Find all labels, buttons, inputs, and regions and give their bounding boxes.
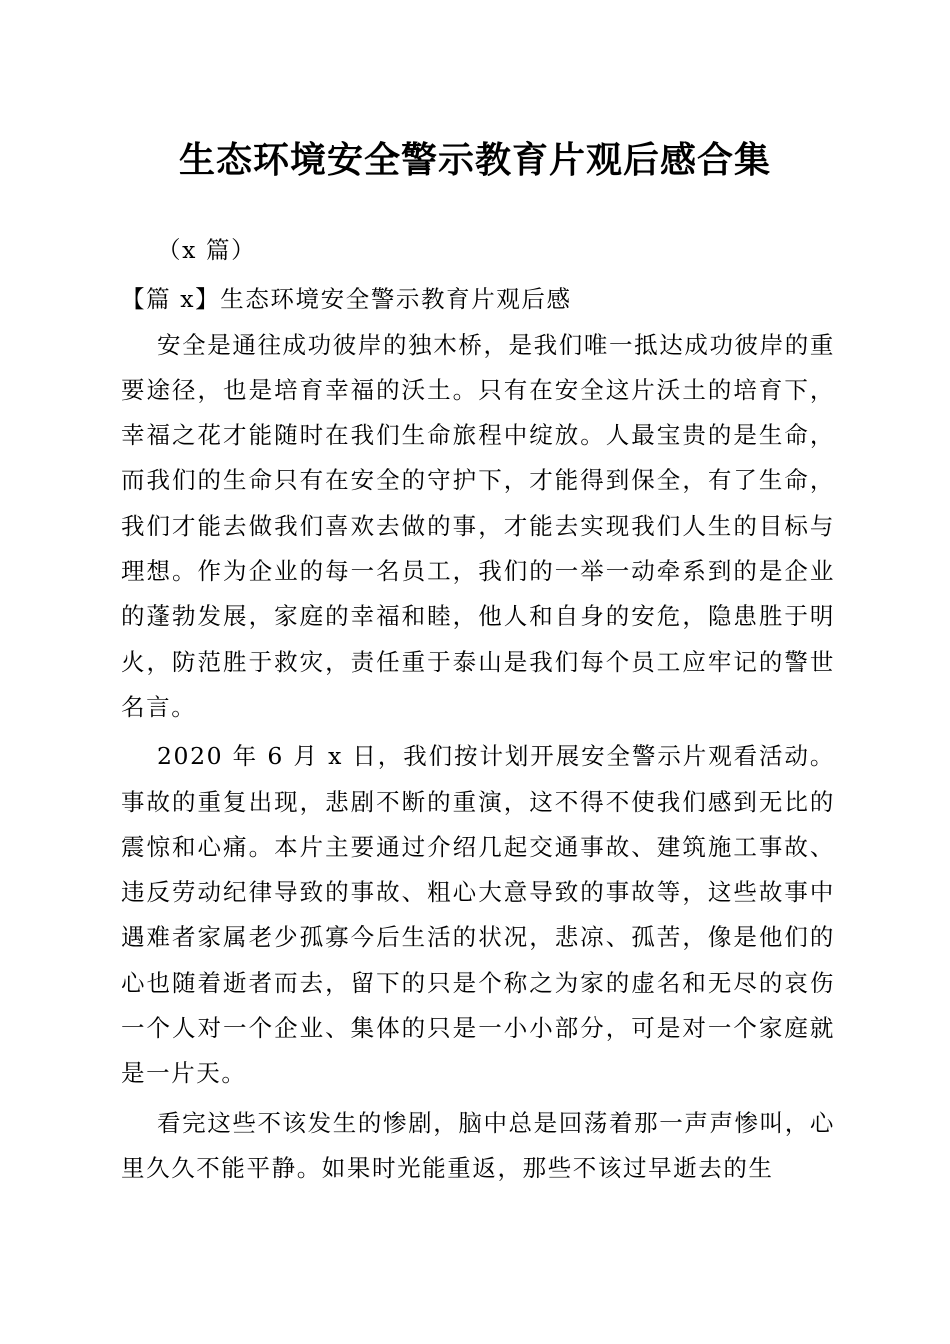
- paragraph: 看完这些不该发生的惨剧，脑中总是回荡着那一声声惨叫，心里久久不能平静。如果时光能重返，那些不该过早逝去的生: [121, 1108, 835, 1182]
- paragraph: 安全是通往成功彼岸的独木桥，是我们唯一抵达成功彼岸的重要途径，也是培育幸福的沃土。只有在安全这片沃土的培育下，幸福之花才能随时在我们生命旅程中绽放。人最宝贵的是生命，而我们的生命只有在安全的守护下，才能得到保全，有了生命，我们才能去做我们喜欢去做的事，才能去实现我们人生的目标与理想。作为企业的每一名员工，我们的一举一动牵系到的是企业的蓬勃发展，家庭的幸福和睦，他人和自身的安危，隐患胜于明火，防范胜于救灾，责任重于泰山是我们每个员工应牢记的警世名言。: [121, 330, 835, 721]
- document-title: 生态环境安全警示教育片观后感合集: [178, 139, 771, 181]
- section-heading: 【篇 x】生态环境安全警示教育片观后感: [121, 285, 572, 314]
- count-line: （x 篇）: [157, 236, 257, 264]
- paragraph: 2020 年 6 月 x 日，我们按计划开展安全警示片观看活动。事故的重复出现，悲剧不断的重演，这不得不使我们感到无比的震惊和心痛。本片主要通过介绍几起交通事故、建筑施工事故、违反劳动纪律导致的事故、粗心大意导致的事故等，这些故事中遇难者家属老少孤寡今后生活的状况，悲凉、孤苦，像是他们的心也随着逝者而去，留下的只是个称之为家的虚名和无尽的哀伤一个人对一个企业、集体的只是一小小部分，可是对一个家庭就是一片天。: [121, 742, 835, 1088]
- document-body: [121, 228, 835, 1191]
